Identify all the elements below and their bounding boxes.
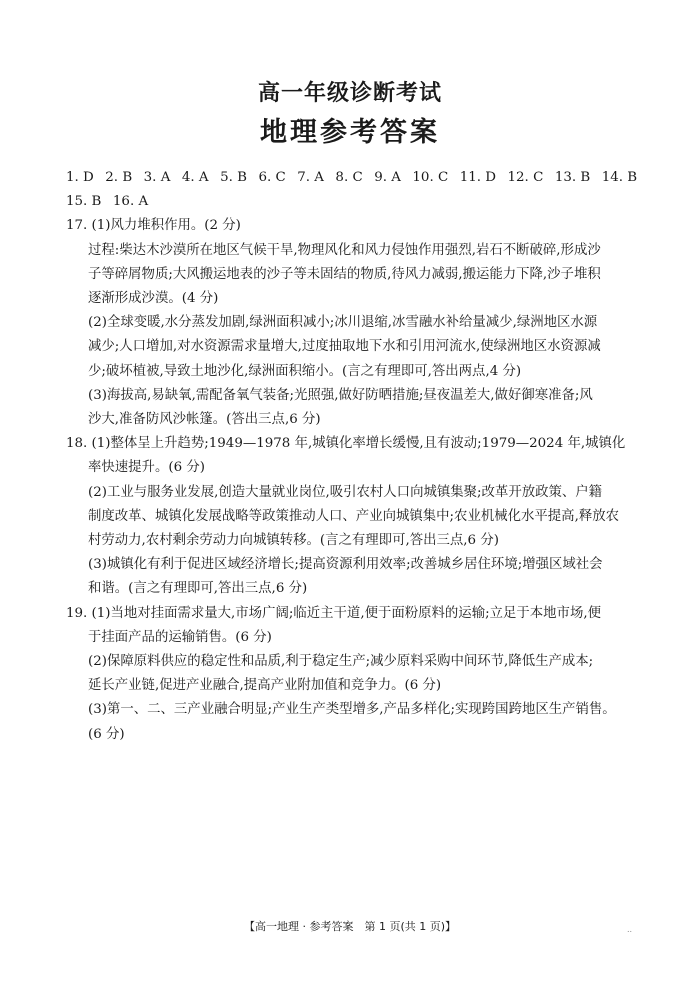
page-title-line1: 高一年级诊断考试 — [257, 81, 442, 106]
mc-answer: 3. A — [143, 170, 171, 185]
text-line: 和谐。(言之有理即可,答出三点,6 分) — [88, 581, 308, 597]
mc-answer: 7. A — [297, 170, 324, 185]
q18-part3 — [66, 553, 636, 601]
mc-answer: 14. B — [601, 170, 638, 185]
mc-answer: 6. C — [258, 170, 286, 185]
mc-answer: 8. C — [335, 170, 363, 185]
text-line: 少;破坏植被,导致土地沙化,绿洲面积缩小。(言之有理即可,答出两点,4 分) — [88, 363, 522, 379]
text-line: 过程:柴达木沙漠所在地区气候干旱,物理风化和风力侵蚀作用强烈,岩石不断破碎,形成沙 — [88, 242, 601, 258]
text-line: (2)全球变暖,水分蒸发加剧,绿洲面积减小;冰川退缩,冰雪融水补给量减少,绿洲地区水源 — [88, 315, 598, 331]
text-line: (3)海拔高,易缺氧,需配备氧气装备;光照强,做好防晒措施;昼夜温差大,做好御寒准备;风 — [88, 387, 593, 403]
mc-answer: 13. B — [554, 170, 591, 185]
text-line: 逐渐形成沙漠。(4 分) — [88, 291, 219, 307]
text-line: (3)城镇化有利于促进区域经济增长;提高资源利用效率;改善城乡居住环境;增强区域社会 — [88, 557, 603, 573]
q18-part2 — [66, 481, 636, 554]
mc-answer: 16. A — [112, 194, 149, 210]
mc-answers-row2 — [66, 190, 636, 214]
text-line: 18. (1)整体呈上升趋势;1949—1978 年,城镇化率增长缓慢,且有波动;1979—2024 年,城镇化 — [66, 436, 626, 452]
text-line: 19. (1)当地对挂面需求量大,市场广阔;临近主干道,便于面粉原料的运输;立足于本地市场,便 — [66, 605, 601, 621]
q18-part1 — [66, 432, 636, 480]
q19-part1 — [66, 602, 636, 650]
text-line: (6 分) — [88, 726, 125, 742]
text-line: 村劳动力,农村剩余劳动力向城镇转移。(言之有理即可,答出三点,6 分) — [88, 533, 499, 549]
q19-part2 — [66, 650, 636, 698]
footer-mark: .. — [627, 925, 633, 934]
mc-answer: 1. D — [66, 170, 94, 185]
q17-part1: 17. (1)风力堆积作用。(2 分) — [66, 218, 241, 234]
text-line: 延长产业链,促进产业融合,提高产业附加值和竞争力。(6 分) — [88, 678, 442, 694]
text-line: (2)工业与服务业发展,创造大量就业岗位,吸引农村人口向城镇集聚;改革开放政策、户籍 — [88, 484, 603, 500]
text-line: 于挂面产品的运输销售。(6 分) — [88, 629, 272, 645]
text-line: 沙大,准备防风沙帐篷。(答出三点,6 分) — [88, 412, 321, 428]
q17-part2 — [66, 311, 636, 384]
text-line: 子等碎屑物质;大风搬运地表的沙子等未固结的物质,待风力减弱,搬运能力下降,沙子堆积 — [88, 266, 601, 282]
page-title-line2: 地理参考答案 — [260, 117, 440, 148]
mc-answer: 5. B — [220, 170, 247, 185]
mc-answer: 15. B — [66, 194, 102, 210]
text-line: 率快速提升。(6 分) — [88, 460, 205, 476]
text-line: 减少;人口增加,对水资源需求量增大,过度抽取地下水和引用河流水,使绿洲地区水资源减 — [88, 339, 601, 355]
text-line: (2)保障原料供应的稳定性和品质,利于稳定生产;减少原料采购中间环节,降低生产成本; — [88, 654, 594, 670]
answer-content — [66, 166, 636, 747]
mc-answer: 10. C — [412, 170, 449, 185]
page-footer: 【高一地理 · 参考答案 第 1 页(共 1 页)】 — [243, 920, 457, 933]
mc-answer: 9. A — [374, 170, 401, 185]
q17-part3 — [66, 384, 636, 432]
mc-answer: 4. A — [181, 170, 209, 185]
q17-process — [66, 239, 636, 312]
mc-answer: 11. D — [459, 170, 497, 185]
mc-answer: 12. C — [507, 170, 544, 185]
text-line: 制度改革、城镇化发展战略等政策推动人口、产业向城镇集中;农业机械化水平提高,释放农 — [88, 508, 619, 524]
mc-answers-row1 — [66, 166, 636, 190]
q19-part3 — [66, 698, 636, 746]
mc-answer: 2. B — [105, 170, 133, 185]
text-line: (3)第一、二、三产业融合明显;产业生产类型增多,产品多样化;实现跨国跨地区生产销售。 — [88, 702, 616, 718]
